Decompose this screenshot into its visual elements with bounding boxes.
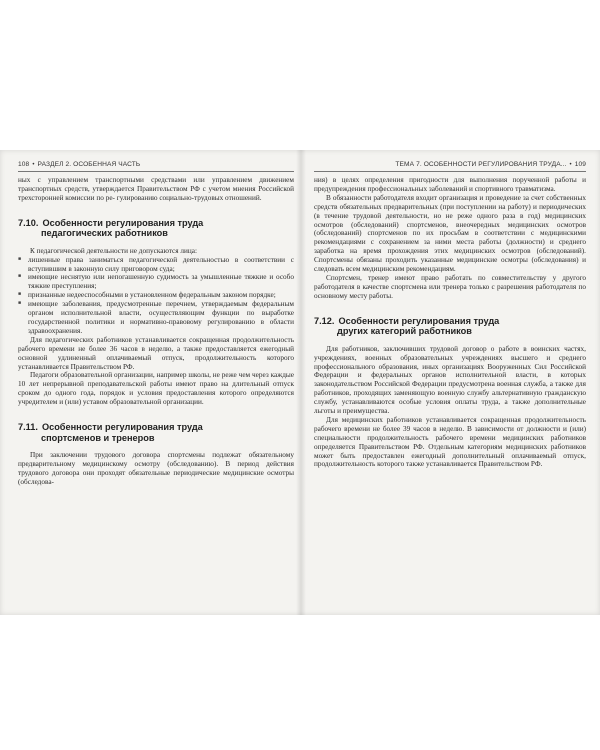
left-page-number: 108 [18, 161, 30, 168]
section-7-11-title-line1: Особенности регулирования труда [41, 422, 203, 433]
right-page-number: 109 [574, 161, 586, 168]
section-7-11-heading [18, 422, 294, 443]
left-head-rule [18, 171, 294, 172]
list-item: ■ имеющие заболевания, предусмотренные перечнем, утверждаемым федеральным органом исполнительной власти, осуществляющим функции по выработке государственной политики и нормативно-правовому регулированию в области здравоохранения. [18, 300, 294, 336]
paragraph: Для педагогических работников устанавливается сокращенная продолжительность рабочего времени не более 36 часов в неделю, а также предоставляется ежегодный основной удлиненный оплачиваемый отпуск, продолжительность которого устанавливается Правительством РФ. [18, 335, 294, 371]
list-item: ■ признанные недееспособными в установленном федеральным законом порядке; [18, 291, 294, 300]
left-content [18, 176, 294, 487]
paragraph: Спортсмен, тренер имеют право работать по совместительству у другого работодателя в качестве спортсмена или тренера только с разрешения работодателя по основному месту работы. [314, 273, 586, 300]
section-7-10-title-line2: педагогических работников [41, 228, 168, 239]
section-7-11-number: 7.11. [18, 422, 38, 433]
section-7-12-title-line1: Особенности регулирования труда [338, 315, 500, 326]
section-7-11-title-line2: спортсменов и тренеров [41, 432, 155, 443]
right-head-rule [314, 171, 586, 172]
left-intro-text: ных с управлением транспортными средствами или управлением движением транспортных средств, утверждается Правительством РФ с учетом мнения Российской трехсторонней комиссии по ре- гулированию социально-трудовых отношений. [18, 176, 294, 202]
right-section-title: ТЕМА 7. ОСОБЕННОСТИ РЕГУЛИРОВАНИЯ ТРУДА... [395, 161, 567, 168]
book-spread [0, 150, 600, 615]
left-page [18, 150, 294, 615]
section-7-10-title-line1: Особенности регулирования труда [42, 217, 204, 228]
left-head-bullet: • [32, 161, 35, 168]
book-gutter [296, 150, 306, 615]
paragraph: В обязанности работодателя входит организация и проведение за счет собственных средств обязательных предварительных (при поступлении на работу) и периодических (в течение трудовой деятельности, но не реже одного раза в год) медицинских осмотров (обследований) спортсменов, внеочередных медицинских осмотров (обследований) спортсменов по их просьбам в соответствии с медицинскими рекомендациями с сохранением за ними места работы (должности) и среднего заработка на время прохождения этих медицинских осмотров (обследований). Спортсмены обязаны проходить указанные медицинские осмотры (обследования) и следовать всем медицинским рекомендациям. [314, 193, 586, 274]
paragraph: Для медицинских работников устанавливается сокращенная продолжительность рабочего времени не более 39 часов в неделю. В зависимости от должности и (или) специальности продолжительность рабочего времени медицинских работников определяется Правительством РФ. Отдельным категориям медицинских работников может быть предоставлен ежегодный дополнительный оплачиваемый отпуск, продолжительность которого также устанавливается Правительством РФ. [314, 415, 586, 469]
paragraph: При заключении трудового договора спортсмены подлежат обязательному предварительному медицинскому осмотру (обследованию). В период действия трудового договора они проходят обязательные периодические медицинские осмотры (обследова- [18, 451, 294, 486]
section-7-10-heading [18, 218, 294, 239]
list-item: ■ лишенные права заниматься педагогической деятельностью в соответствии с вступившим в законную силу приговором суда; [18, 256, 294, 274]
list-item: ■ имеющие неснятую или непогашенную судимость за умышленные тяжкие и особо тяжкие преступления; [18, 273, 294, 291]
left-running-head [18, 161, 294, 168]
paragraph: Для работников, заключивших трудовой договор о работе в воинских частях, учреждениях, военных образовательных учреждениях высшего и среднего профессионального образования, иных организациях Вооруженных Сил Российской Федерации и федеральных органов исполнительной власти, в которых законодательством Российской Федерации предусмотрена военная служба, а также для работников, проходящих заменяющую военную службу альтернативную гражданскую службу, устанавливаются особые условия оплаты труда, а также дополнительные льготы и преимущества. [314, 344, 586, 416]
section-7-10-bullet-list [18, 256, 294, 336]
section-7-12-heading [314, 316, 586, 337]
paragraph: Педагоги образовательной организации, например школы, не реже чем через каждые 10 лет непрерывной преподавательской работы имеют право на длительный отпуск сроком до одного года, порядок и условия предоставления которого определяются учредителем и (или) уставом образовательной организации. [18, 371, 294, 407]
right-running-head [314, 161, 586, 168]
section-7-10-number: 7.10. [18, 217, 39, 228]
section-7-10-lead: К педагогической деятельности не допускаются лица: [30, 246, 198, 255]
section-7-12-number: 7.12. [314, 315, 335, 326]
section-7-12-title-line2: других категорий работников [337, 326, 472, 337]
right-intro-text: ния) в целях определения пригодности для выполнения порученной работы и предупреждения профессиональных заболеваний и спортивного травматизма. [314, 176, 586, 193]
right-page [314, 150, 586, 615]
left-section-title: РАЗДЕЛ 2. ОСОБЕННАЯ ЧАСТЬ [37, 161, 141, 168]
right-content [314, 176, 586, 469]
right-head-bullet: • [569, 161, 572, 168]
